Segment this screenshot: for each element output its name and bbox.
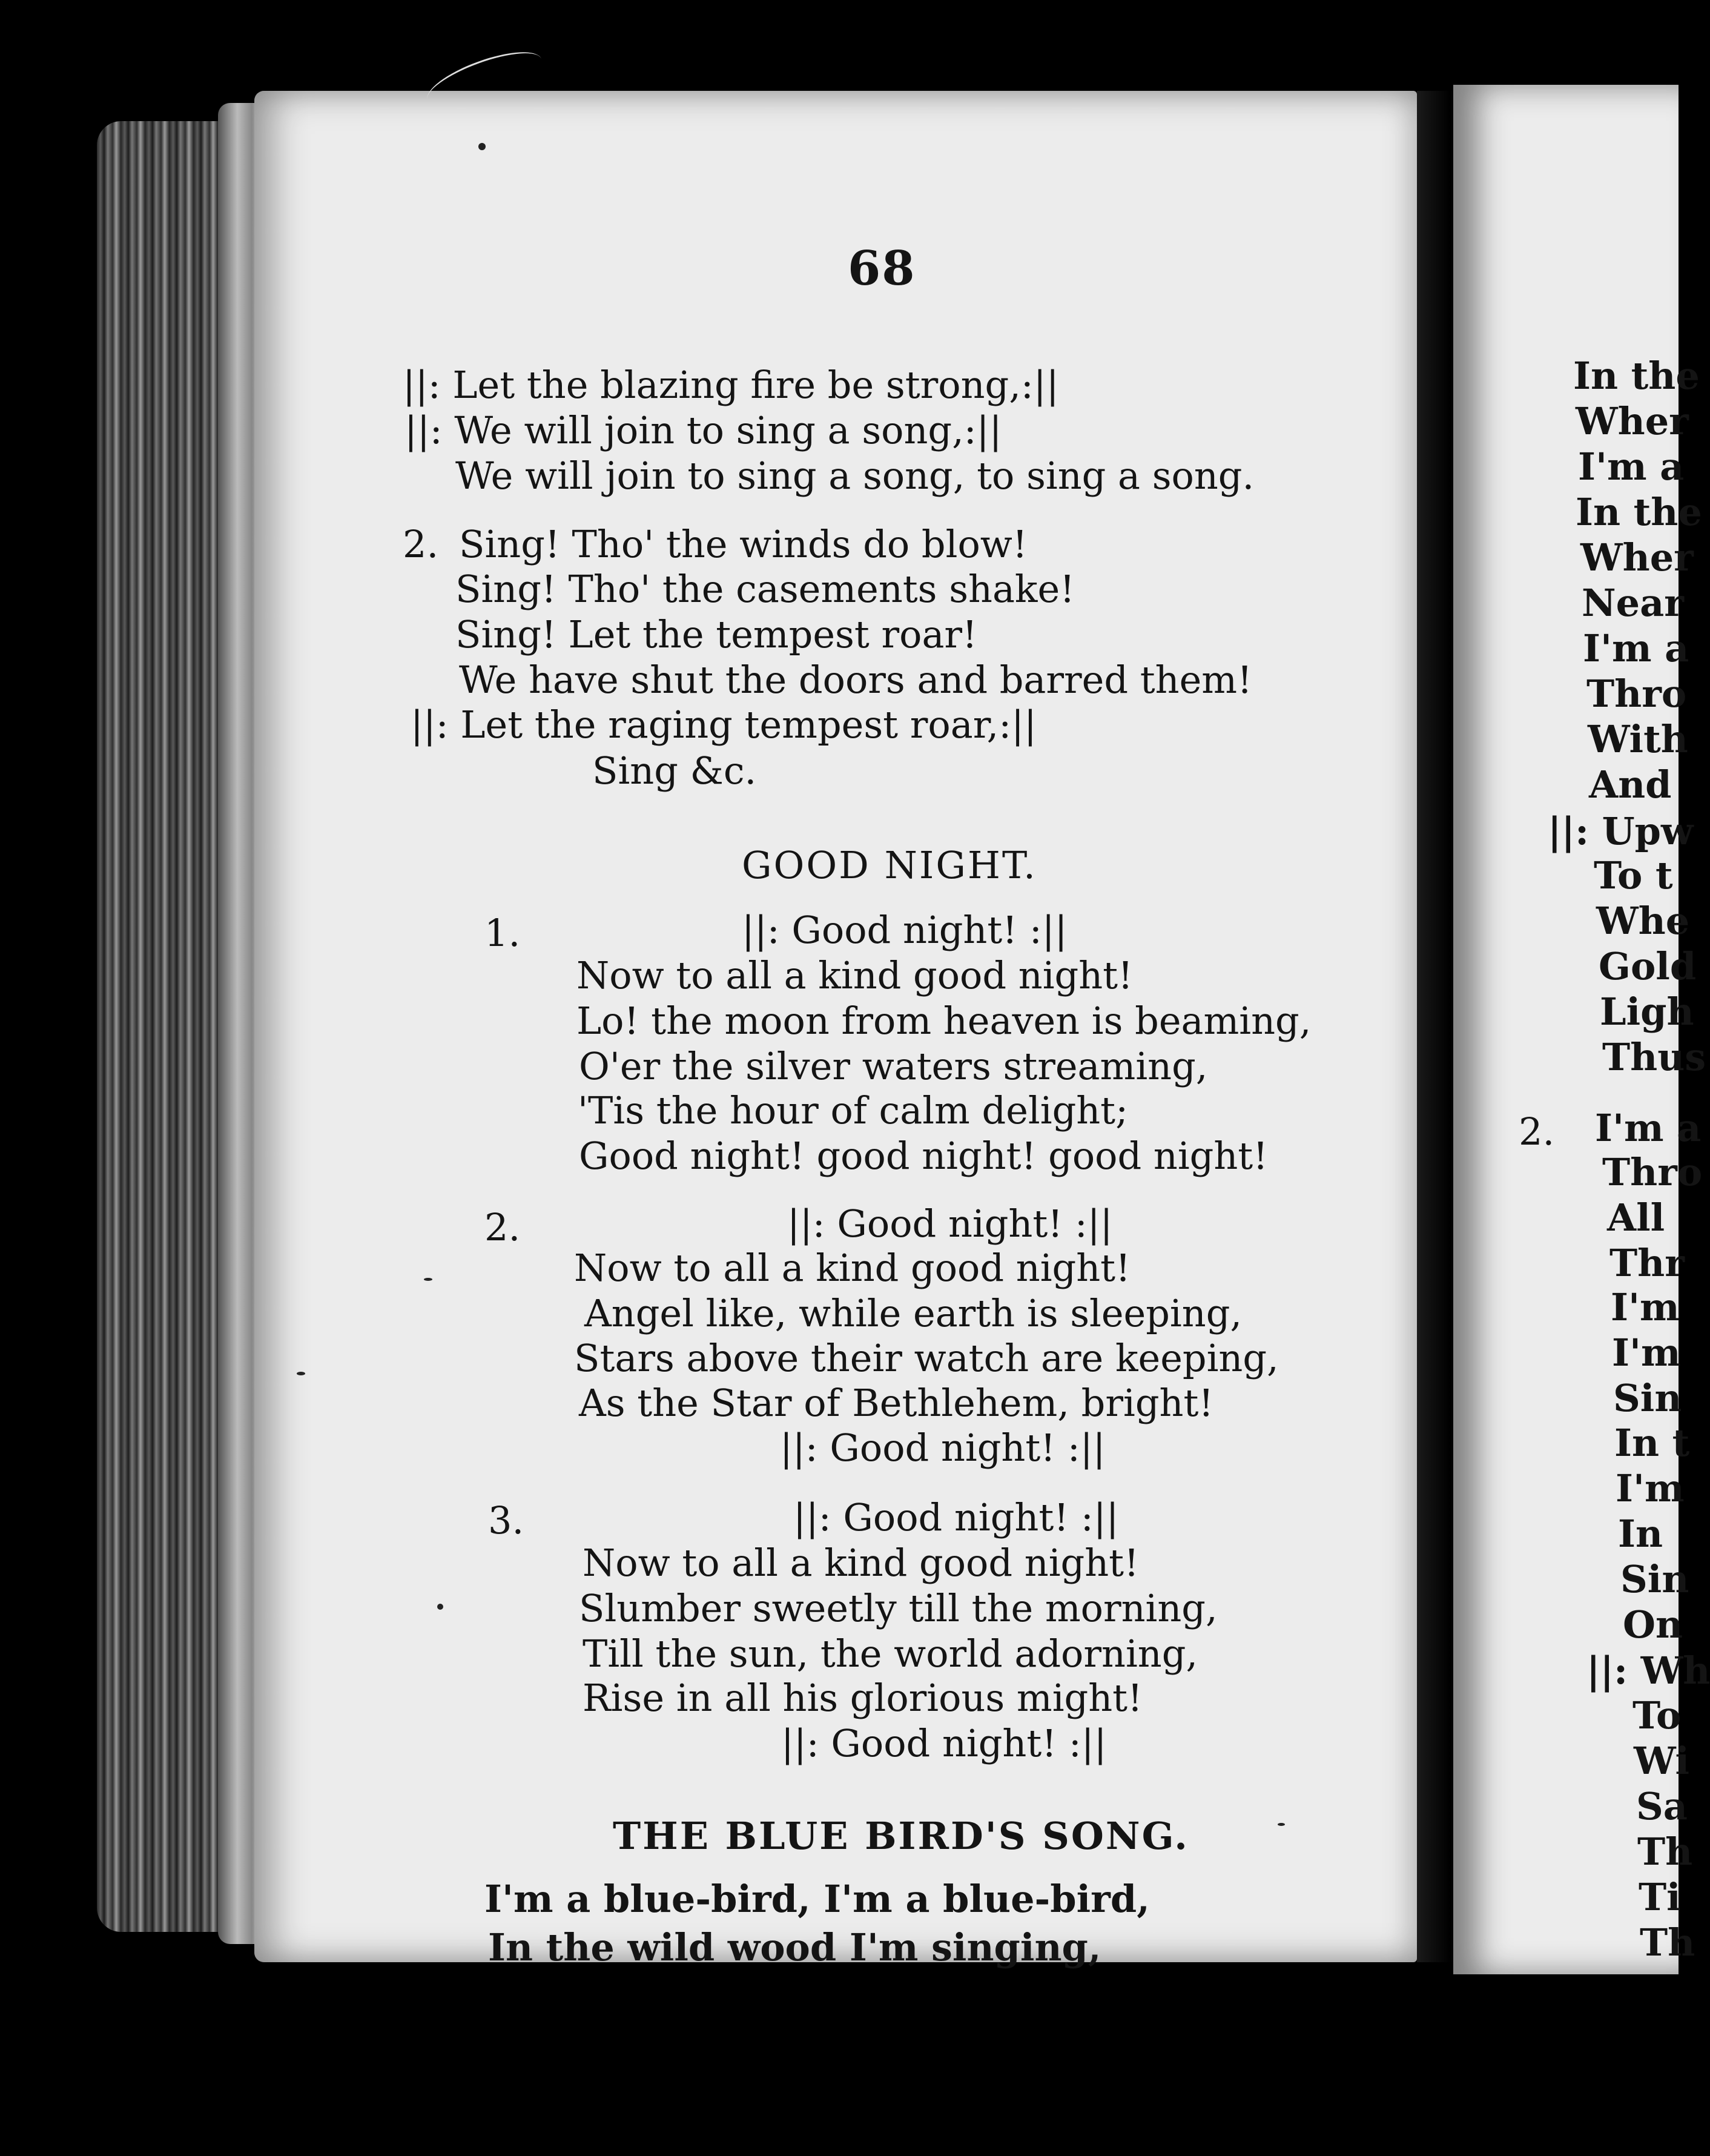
stanza1-number: 1. [484,911,521,955]
right-fragment: Ligh [1600,990,1694,1034]
right-fragment: Th [1637,1830,1693,1874]
verse2-line-2: Sing! Tho' the casements shake! [455,567,1075,611]
verse2-line-3: Sing! Let the tempest roar! [455,612,977,656]
right-fragment: ||: Upw [1548,809,1694,853]
stanza3-number: 3. [488,1498,524,1543]
right-fragment: Near [1582,581,1684,625]
verse2-line-4: We have shut the doors and barred them! [459,658,1252,702]
right-fragment: Wher [1580,535,1694,580]
stanza2-line-5: As the Star of Bethlehem, bright! [579,1381,1214,1425]
right-fragment: Thro [1602,1150,1703,1194]
right-fragment: Wi [1634,1739,1690,1783]
right-fragment: In t [1614,1421,1690,1465]
right-verse2-number: 2. [1519,1109,1555,1154]
speck [478,143,486,150]
right-fragment: And [1589,762,1672,807]
right-fragment: Gold [1599,944,1697,988]
stanza1-line-6: Good night! good night! good night! [579,1134,1269,1178]
blue-bird-title: THE BLUE BIRD'S SONG. [613,1814,1189,1858]
right-fragment: Thus [1602,1035,1706,1079]
right-fragment: I'm [1611,1285,1680,1329]
good-night-title: GOOD NIGHT. [742,843,1037,887]
stanza1-line-3: Lo! the moon from heaven is beaming, [576,999,1312,1043]
right-fragment: Sin [1613,1376,1682,1420]
right-fragment: I'm a [1583,626,1689,670]
stanza2-number: 2. [484,1205,521,1249]
right-fragment: Ti [1639,1875,1681,1919]
right-fragment: Wher [1576,399,1689,443]
stanza2-line-4: Stars above their watch are keeping, [574,1336,1279,1380]
stanza1-line-1: ||: Good night! :|| [742,908,1068,952]
chorus-line-1: ||: Let the blazing fire be strong,:|| [403,363,1059,407]
speck [1278,1823,1285,1826]
right-fragment: Thro [1586,672,1687,716]
stanza3-line-2: Now to all a kind good night! [583,1541,1139,1585]
right-fragment: I'm [1616,1466,1685,1510]
right-fragment: To t [1594,853,1673,898]
right-fragment: Sa [1636,1784,1688,1828]
stanza2-line-3: Angel like, while earth is sleeping, [584,1291,1243,1335]
stanza2-line-6: ||: Good night! :|| [780,1426,1106,1470]
verse2-line-6: Sing &c. [592,749,757,793]
verse2-line-1: Sing! Tho' the winds do blow! [459,522,1028,566]
chorus-line-3: We will join to sing a song, to sing a song. [455,454,1255,498]
blue-bird-line-2: In the wild wood I'm singing, [488,1925,1101,1969]
speck [424,1278,432,1281]
right-fragment: In the [1573,354,1700,398]
right-fragment: In [1618,1512,1663,1556]
right-fragment: In the [1576,490,1702,534]
stanza3-line-3: Slumber sweetly till the morning, [579,1586,1218,1630]
stanza3-line-5: Rise in all his glorious might! [583,1676,1143,1720]
right-fragment: Sin [1620,1557,1689,1601]
right-fragment: Th [1640,1920,1695,1965]
stanza2-line-2: Now to all a kind good night! [574,1246,1131,1290]
right-fragment: To [1632,1693,1682,1738]
speck [297,1372,305,1375]
right-fragment: I'm a [1578,445,1685,489]
stanza1-line-4: O'er the silver waters streaming, [579,1044,1208,1088]
chorus-line-2: ||: We will join to sing a song,:|| [404,408,1002,452]
blue-bird-line-1: I'm a blue-bird, I'm a blue-bird, [484,1877,1150,1921]
right-fragment: ||: Wh [1586,1648,1710,1693]
right-fragment: With [1588,717,1688,761]
stanza3-line-1: ||: Good night! :|| [793,1495,1119,1539]
stanza1-line-5: 'Tis the hour of calm delight; [578,1088,1128,1133]
right-fragment: On [1623,1602,1683,1647]
right-fragment: I'm [1612,1331,1681,1375]
right-fragment: I'm a [1595,1106,1702,1150]
speck [437,1604,443,1610]
right-fragment: All [1607,1195,1665,1240]
page-number: 68 [848,241,916,296]
stanza1-line-2: Now to all a kind good night! [576,953,1133,997]
verse2-line-5: ||: Let the raging tempest roar,:|| [411,703,1037,747]
stanza3-line-4: Till the sun, the world adorning, [583,1632,1198,1676]
right-fragment: Thr [1609,1241,1685,1285]
stanza2-line-1: ||: Good night! :|| [787,1202,1113,1246]
right-fragment: Whe [1596,899,1690,943]
stanza3-line-6: ||: Good night! :|| [781,1721,1107,1765]
verse2-number: 2. [403,522,439,566]
